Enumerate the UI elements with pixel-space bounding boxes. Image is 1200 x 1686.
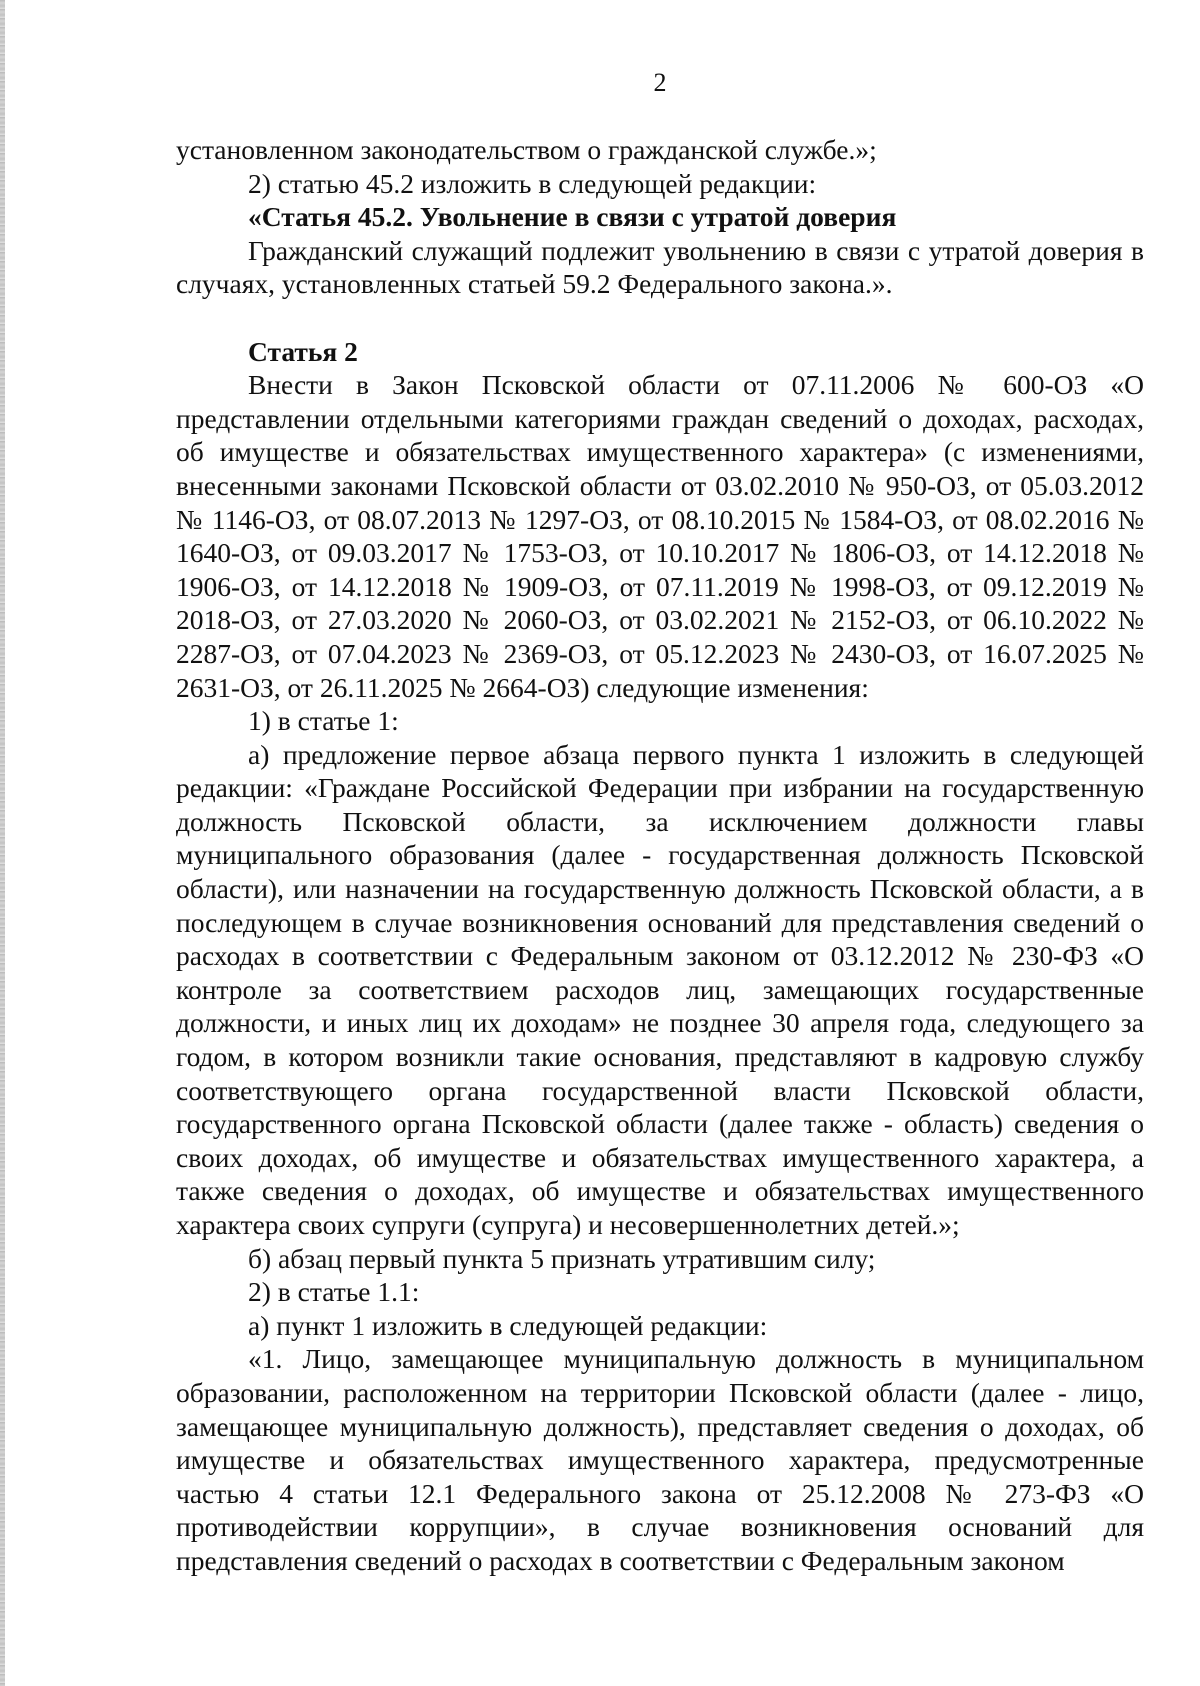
paragraph: установленном законодательством о гражданской службе.»; <box>176 134 877 165</box>
paragraph: а) пункт 1 изложить в следующей редакции: <box>248 1309 768 1341</box>
page-number: 2 <box>653 68 667 97</box>
paragraph: 2) в статье 1.1: <box>248 1276 420 1308</box>
paragraph: а) предложение первое абзаца первого пункта 1 изложить в следующей редакции: «Граждане Российской Федерации при избрании на государственную должность Псковской области, за исключением должности главы муниципального образования (далее - государственная должность Псковской области), или назначении на государственную должность Псковской области, а в последующем в случае возникновения оснований для представления сведений о расходах в соответствии с Федеральным законом от 03.12.2012 № 230-ФЗ «О контроле за соответствием расходов лиц, замещающих государственные должности, и иных лиц их доходам» не позднее 30 апреля года, следующего за годом, в котором возникли такие основания, представляют в кадровую службу соответствующего органа государственной власти Псковской области, государственного органа Псковской области (далее также - область) сведения о своих доходах, об имуществе и обязательствах имущественного характера, а также сведения о доходах, об имуществе и обязательствах имущественного характера своих супруги (супруга) и несовершеннолетних детей.»; <box>176 738 1144 1240</box>
paragraph-spacer <box>176 301 1144 335</box>
paragraph: Гражданский служащий подлежит увольнению в связи с утратой доверия в случаях, установленных статьей 59.2 Федерального закона.». <box>176 234 1144 300</box>
paragraph: 1) в статье 1: <box>248 705 399 737</box>
article-heading: Статья 2 <box>248 335 358 367</box>
document-body <box>176 133 1144 1578</box>
paragraph: б) абзац первый пункта 5 признать утратившим силу; <box>248 1242 876 1274</box>
paragraph: 2) статью 45.2 изложить в следующей редакции: <box>248 167 817 199</box>
article-heading: «Статья 45.2. Увольнение в связи с утратой доверия <box>248 201 897 233</box>
paragraph: «1. Лицо, замещающее муниципальную должность в муниципальном образовании, расположенном на территории Псковской области (далее - лицо, замещающее муниципальную должность), представляет сведения о доходах, об имуществе и обязательствах имущественного характера, предусмотренные частью 4 статьи 12.1 Федерального закона от 25.12.2008 № 273-ФЗ «О противодействии коррупции», в случае возникновения оснований для представления сведений о расходах в соответствии с Федеральным законом <box>176 1343 1144 1576</box>
paragraph: Внести в Закон Псковской области от 07.11.2006 № 600-ОЗ «О представлении отдельными категориями граждан сведений о доходах, расходах, об имуществе и обязательствах имущественного характера» (с изменениями, внесенными законами Псковской области от 03.02.2010 № 950-ОЗ, от 05.03.2012 № 1146-ОЗ, от 08.07.2013 № 1297-ОЗ, от 08.10.2015 № 1584-ОЗ, от 08.02.2016 № 1640-ОЗ, от 09.03.2017 № 1753-ОЗ, от 10.10.2017 № 1806-ОЗ, от 14.12.2018 № 1906-ОЗ, от 14.12.2018 № 1909-ОЗ, от 07.11.2019 № 1998-ОЗ, от 09.12.2019 № 2018-ОЗ, от 27.03.2020 № 2060-ОЗ, от 03.02.2021 № 2152-ОЗ, от 06.10.2022 № 2287-ОЗ, от 07.04.2023 № 2369-ОЗ, от 05.12.2023 № 2430-ОЗ, от 16.07.2025 № 2631-ОЗ, от 26.11.2025 № 2664-ОЗ) следующие изменения: <box>176 369 1144 703</box>
scan-edge <box>0 0 5 1686</box>
